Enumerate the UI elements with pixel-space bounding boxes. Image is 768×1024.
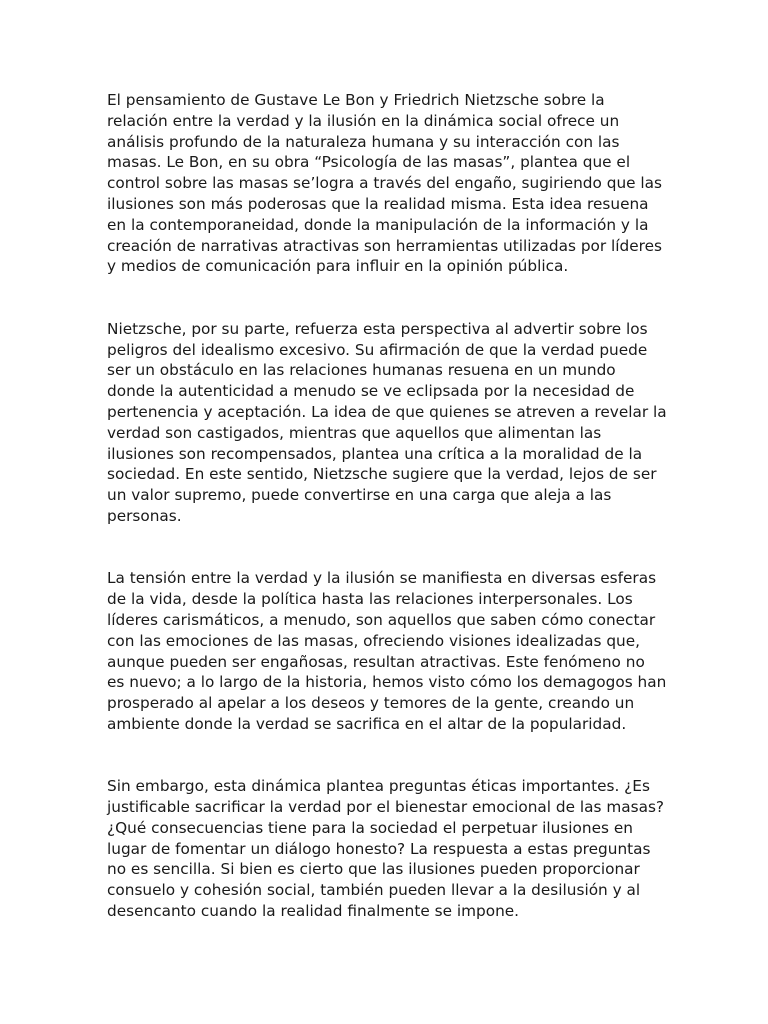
paragraph-2: Nietzsche, por su parte, refuerza esta perspectiva al advertir sobre los peligros del idealismo excesivo. Su afirmación de que la verdad puede ser un obstáculo en las relaciones humanas resuena en un mundo donde la autenticidad a menudo se ve eclipsada por la necesidad de pertenencia y aceptación. La idea de que quienes se atreven a revelar la verdad son castigados, mientras que aquellos que alimentan las ilusiones son recompensados, plantea una crítica a la moralidad de la sociedad. En este sentido, Nietzsche sugiere que la verdad, lejos de ser un valor supremo, puede convertirse en una carga que aleja a las personas.	[107, 319, 667, 525]
paragraph-1: El pensamiento de Gustave Le Bon y Friedrich Nietzsche sobre la relación entre la verdad y la ilusión en la dinámica social ofrece un análisis profundo de la naturaleza humana y su interacción con las masas. Le Bon, en su obra “Psicología de las masas”, plantea que el control sobre las masas se’logra a través del engaño, sugiriendo que las ilusiones son más poderosas que la realidad misma. Esta idea resuena en la contemporaneidad, donde la manipulación de la información y la creación de narrativas atractivas son herramientas utilizadas por líderes y medios de comunicación para influir en la opinión pública.	[107, 91, 663, 276]
paragraph-3: La tensión entre la verdad y la ilusión se manifiesta en diversas esferas de la vida, desde la política hasta las relaciones interpersonales. Los líderes carismáticos, a menudo, son aquellos que saben cómo conectar con las emociones de las masas, ofreciendo visiones idealizadas que, aunque pueden ser engañosas, resultan atractivas. Este fenómeno no es nuevo; a lo largo de la historia, hemos visto cómo los demagogos han prosperado al apelar a los deseos y temores de la gente, creando un ambiente donde la verdad se sacrifica en el altar de la popularidad.	[107, 569, 667, 733]
document-body	[107, 90, 667, 922]
paragraph-4: Sin embargo, esta dinámica plantea preguntas éticas importantes. ¿Es justificable sacrificar la verdad por el bienestar emocional de las masas? ¿Qué consecuencias tiene para la sociedad el perpetuar ilusiones en lugar de fomentar un diálogo honesto? La respuesta a estas preguntas no es sencilla. Si bien es cierto que las ilusiones pueden proporcionar consuelo y cohesión social, también pueden llevar a la desilusión y al desencanto cuando la realidad finalmente se impone.	[107, 777, 665, 921]
